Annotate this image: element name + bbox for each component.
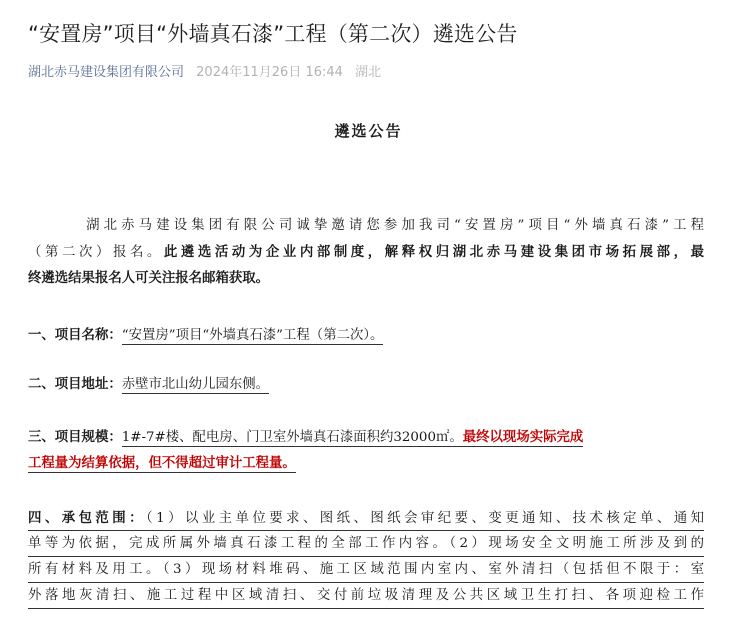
section-highlight: 工程量为结算依据，但不得超过审计工程量。 <box>28 455 296 471</box>
intro-text: （第二次）报名。 <box>28 245 164 260</box>
section-label: 一、项目名称： <box>28 327 122 343</box>
section-value: 1#-7#楼、配电房、门卫室外墙真石漆面积约32000㎡。 <box>121 430 463 445</box>
article-title: “安置房”项目“外墙真石漆”工程（第二次）遴选公告 <box>28 22 518 46</box>
section-highlight: 最终以现场实际完成 <box>462 429 584 445</box>
account-name-link[interactable]: 湖北赤马建设集团有限公司 <box>28 65 185 80</box>
intro-line <box>28 213 704 239</box>
section-label: 四、承包范围： <box>28 510 146 526</box>
contract-scope-section <box>28 505 704 609</box>
section-value: （1）以业主单位要求、图纸、图纸会审纪要、变更通知、技术核定单、通知 <box>145 511 704 526</box>
section-value: 单等为依据，完成所属外墙真石漆工程的全部工作内容。（2）现场安全文明施工所涉及到的 <box>28 531 704 557</box>
intro-paragraph <box>28 213 704 291</box>
section-value: 赤壁市北山幼儿园东侧。 <box>121 377 270 392</box>
article-meta <box>28 64 381 82</box>
document-heading: 遴选公告 <box>334 122 403 140</box>
intro-line <box>28 265 704 291</box>
intro-bold-text: 终遴选结果报名人可关注报名邮箱获取。 <box>28 270 270 286</box>
section-value: “安置房”项目“外墙真石漆”工程（第二次）。 <box>121 328 384 343</box>
intro-bold-text: 此遴选活动为企业内部制度，解释权归湖北赤马建设集团市场拓展部，最 <box>163 244 704 260</box>
project-name-section <box>28 322 704 348</box>
publish-region: 湖北 <box>355 65 382 80</box>
intro-text: 湖北赤马建设集团有限公司诚挚邀请您参加我司“安置房”项目“外墙真石漆”工程 <box>82 218 704 233</box>
section-label: 二、项目地址： <box>28 376 122 392</box>
publish-time: 2024年11月26日 16:44 <box>196 65 343 80</box>
intro-line <box>28 239 704 265</box>
section-value: 所有材料及用工。（3）现场材料堆码、施工区域范围内室内、室外清扫（包括但不限于：室 <box>28 557 704 583</box>
section-label: 三、项目规模： <box>28 429 122 445</box>
section-value: 外落地灰清扫、施工过程中区域清扫、交付前垃圾清理及公共区域卫生打扫、各项迎检工作 <box>28 583 704 609</box>
project-address-section <box>28 371 704 397</box>
project-scale-section <box>28 424 704 476</box>
